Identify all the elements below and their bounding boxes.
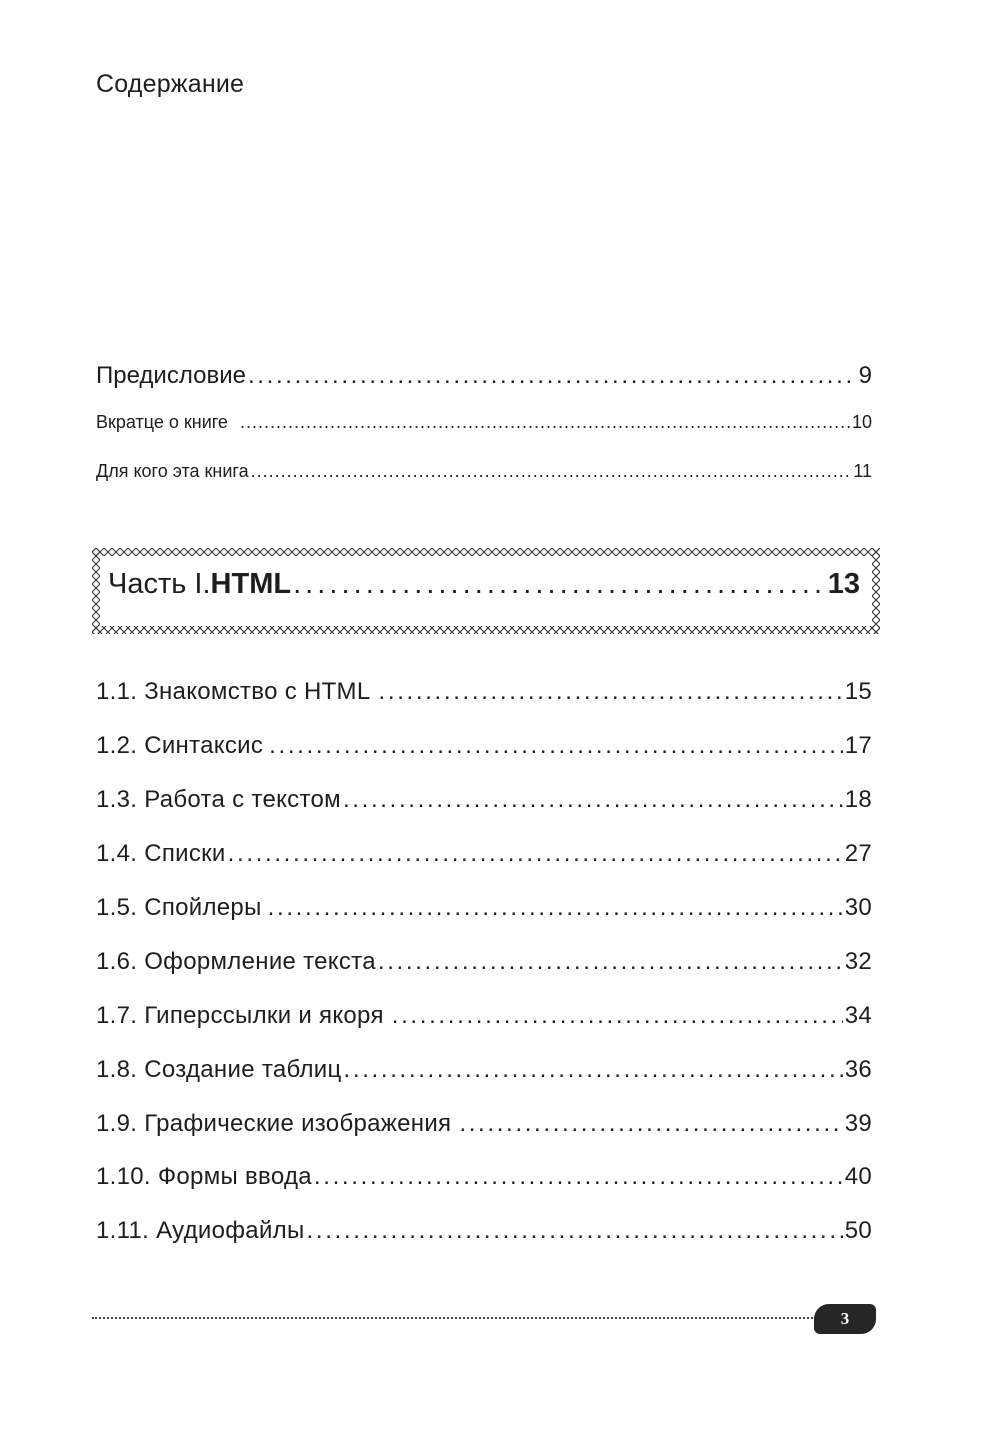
dot-leader <box>392 1002 843 1030</box>
dot-leader <box>344 1056 843 1084</box>
dot-leader <box>379 678 843 706</box>
toc-entry-title: Предисловие <box>96 362 246 389</box>
toc-entry-title: 1.3. Работа с текстом <box>96 786 341 813</box>
page-number: 3 <box>840 1309 850 1328</box>
dot-leader <box>228 840 843 868</box>
part-prefix: Часть I. <box>108 568 211 600</box>
toc-entry-title: Вкратце о книге <box>96 412 228 432</box>
toc-entry-title: 1.5. Спойлеры <box>96 894 262 921</box>
toc-entry-title: 1.7. Гиперссылки и якоря <box>96 1002 384 1029</box>
toc-entry-page: 30 <box>844 894 872 921</box>
toc-entry-title: 1.1. Знакомство с HTML <box>96 678 371 705</box>
toc-entry-page: 27 <box>844 840 872 867</box>
toc-entry-chapter[interactable] <box>96 732 872 760</box>
toc-entry-chapter[interactable] <box>96 894 872 922</box>
toc-entry-page: 9 <box>858 362 872 389</box>
toc-entry-title: 1.11. Аудиофайлы <box>96 1217 305 1244</box>
toc-entry-chapter[interactable] <box>96 948 872 976</box>
dot-leader <box>240 412 850 433</box>
toc-entry-title: Для кого эта книга <box>96 461 249 481</box>
toc-entry-chapter[interactable] <box>96 840 872 868</box>
toc-entry-page: 39 <box>844 1110 872 1137</box>
footer-divider <box>92 1317 816 1319</box>
toc-entry-page: 17 <box>844 732 872 759</box>
toc-entry-title: 1.6. Оформление текста <box>96 948 376 975</box>
part-name: HTML <box>210 568 292 600</box>
toc-entry-page: 40 <box>844 1163 872 1190</box>
toc-entry-chapter[interactable] <box>96 1110 872 1138</box>
dot-leader <box>343 786 843 814</box>
toc-entry-title: 1.4. Списки <box>96 840 226 867</box>
part-heading-box[interactable] <box>92 548 880 634</box>
toc-entry-title: 1.2. Синтаксис <box>96 732 264 759</box>
toc-entry-preface[interactable] <box>96 362 872 390</box>
toc-entry-chapter[interactable] <box>96 786 872 814</box>
toc-entry-title: 1.10. Формы ввода <box>96 1163 312 1190</box>
toc-entry-title: 1.8. Создание таблиц <box>96 1056 342 1083</box>
page-number-badge <box>814 1304 876 1334</box>
toc-entry-page: 11 <box>853 461 872 481</box>
page-title: Содержание <box>96 70 245 98</box>
dot-leader <box>314 1163 843 1191</box>
toc-entry-page: 34 <box>844 1002 872 1029</box>
toc-entry-title: 1.9. Графические изображения <box>96 1110 452 1137</box>
toc-entry-about-book[interactable] <box>96 412 872 433</box>
toc-entry-page: 32 <box>844 948 872 975</box>
dot-leader <box>378 948 843 976</box>
toc-entry-page: 36 <box>844 1056 872 1083</box>
dot-leader <box>248 362 857 390</box>
toc-entry-page: 10 <box>851 412 872 432</box>
toc-entry-chapter[interactable] <box>96 678 872 706</box>
dot-leader <box>307 1217 843 1245</box>
part-page: 13 <box>827 568 860 600</box>
toc-entry-chapter[interactable] <box>96 1163 872 1191</box>
dot-leader <box>268 894 843 922</box>
toc-entry-page: 50 <box>844 1217 872 1244</box>
part-heading <box>108 568 860 601</box>
toc-entry-page: 18 <box>844 786 872 813</box>
dot-leader <box>251 461 852 482</box>
toc-entry-chapter[interactable] <box>96 1217 872 1245</box>
dot-leader <box>269 732 843 760</box>
toc-entry-page: 15 <box>844 678 872 705</box>
dot-leader <box>293 568 826 601</box>
toc-entry-chapter[interactable] <box>96 1002 872 1030</box>
dot-leader <box>459 1110 842 1138</box>
toc-entry-chapter[interactable] <box>96 1056 872 1084</box>
toc-entry-audience[interactable] <box>96 461 872 482</box>
